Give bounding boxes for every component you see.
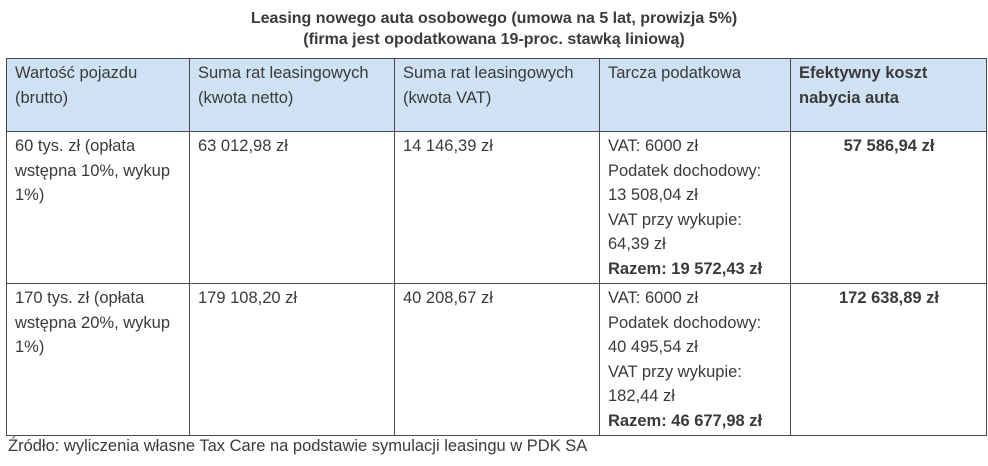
cell-vehicle-value: 60 tys. zł (opłata wstępna 10%, wykup 1%)	[7, 132, 190, 284]
shield-income-tax: Podatek dochodowy: 13 508,04 zł	[608, 161, 762, 204]
table-row	[7, 284, 987, 436]
header-net-sum: Suma rat leasingowych (kwota netto)	[190, 59, 395, 132]
cell-tax-shield	[600, 132, 791, 284]
shield-total: Razem: 46 677,98 zł	[608, 411, 763, 430]
cell-vehicle-value: 170 tys. zł (opłata wstępna 20%, wykup 1%)	[7, 284, 190, 436]
source-note: Źródło: wyliczenia własne Tax Care na podstawie symulacji leasingu w PDK SA	[8, 437, 588, 455]
cell-effective-cost: 172 638,89 zł	[791, 284, 987, 436]
header-effective-cost: Efektywny koszt nabycia auta	[791, 59, 987, 132]
cell-effective-cost: 57 586,94 zł	[791, 132, 987, 284]
table-row	[7, 132, 987, 284]
shield-vat: VAT: 6000 zł	[608, 137, 699, 155]
cell-net-sum: 179 108,20 zł	[190, 284, 395, 436]
cell-net-sum: 63 012,98 zł	[190, 132, 395, 284]
leasing-table	[6, 58, 987, 436]
table-title	[0, 8, 988, 50]
shield-vat-buyout: VAT przy wykupie: 182,44 zł	[608, 362, 742, 405]
cell-vat-sum: 14 146,39 zł	[395, 132, 600, 284]
title-line-1: Leasing nowego auta osobowego (umowa na 5 lat, prowizja 5%)	[250, 10, 738, 27]
shield-total: Razem: 19 572,43 zł	[608, 259, 763, 278]
cell-tax-shield	[600, 284, 791, 436]
header-vat-sum: Suma rat leasingowych (kwota VAT)	[395, 59, 600, 132]
title-line-2: (firma jest opodatkowana 19-proc. stawką liniową)	[303, 31, 685, 48]
cell-vat-sum: 40 208,67 zł	[395, 284, 600, 436]
shield-vat-buyout: VAT przy wykupie: 64,39 zł	[608, 210, 742, 253]
header-row	[7, 59, 987, 132]
header-vehicle-value: Wartość pojazdu (brutto)	[7, 59, 190, 132]
shield-vat: VAT: 6000 zł	[608, 289, 699, 307]
header-tax-shield: Tarcza podatkowa	[600, 59, 791, 132]
shield-income-tax: Podatek dochodowy: 40 495,54 zł	[608, 313, 762, 356]
